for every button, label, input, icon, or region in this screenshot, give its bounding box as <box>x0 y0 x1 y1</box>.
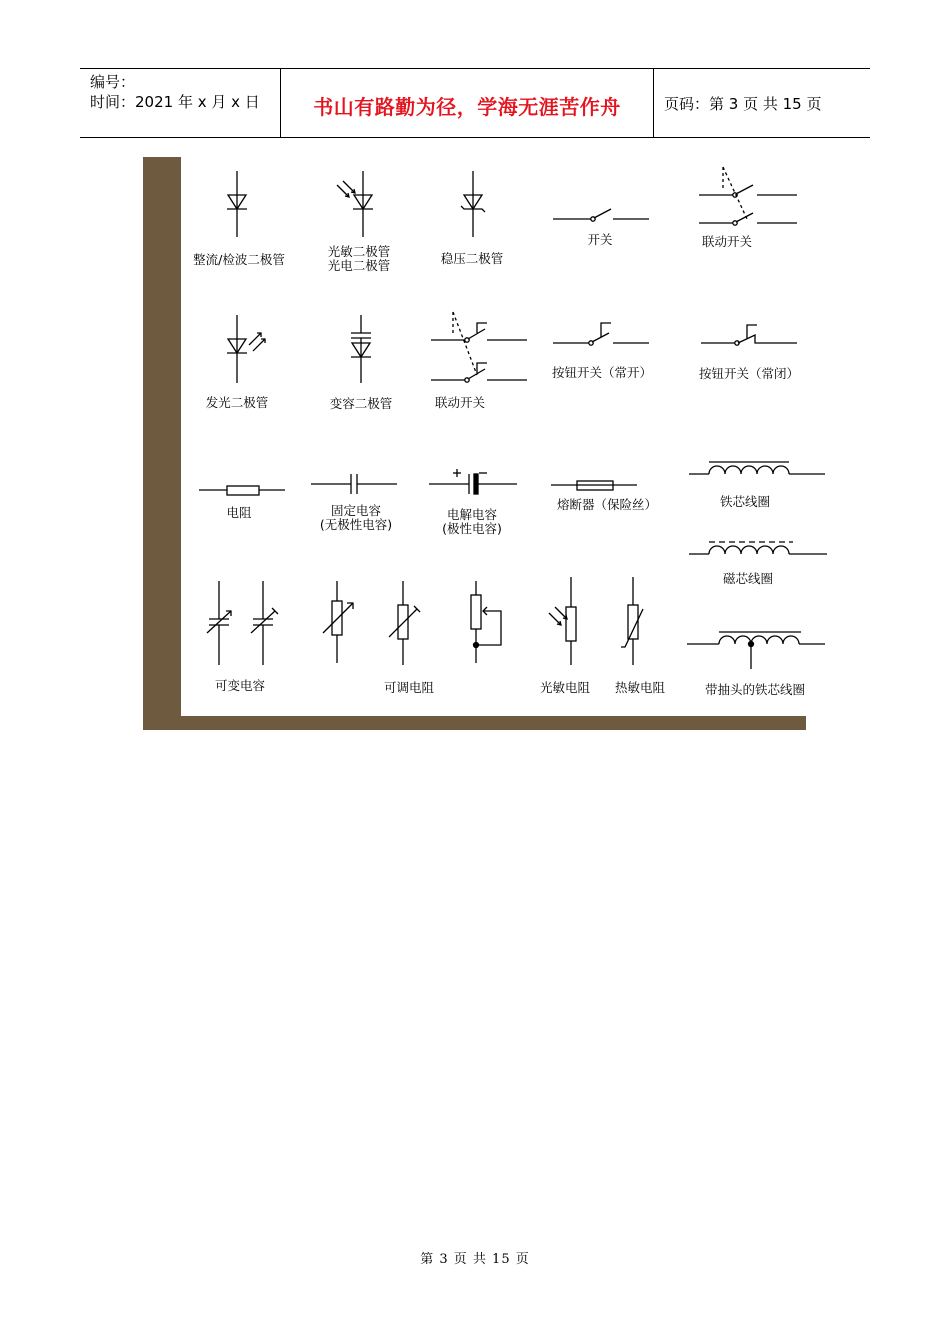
iron-core-coil-symbol <box>689 462 825 474</box>
electrolytic-capacitor-symbol <box>429 469 517 494</box>
label-electrolytic-1: 电解电容 <box>446 507 498 522</box>
variable-capacitor-symbol <box>207 581 278 665</box>
push-button-no-symbol <box>553 323 649 345</box>
label-adjustable-resistor: 可调电阻 <box>383 680 435 695</box>
label-magnetic-core-coil: 磁芯线圈 <box>722 571 774 586</box>
led-symbol <box>227 315 265 383</box>
ganged-switch-symbol-1 <box>699 167 797 225</box>
label-switch: 开关 <box>587 232 613 247</box>
circuit-symbol-chart <box>181 157 841 717</box>
adjustable-resistor-symbol <box>323 581 501 665</box>
label-rectifier-diode: 整流/检波二极管 <box>193 252 285 267</box>
zener-diode-symbol <box>461 171 485 237</box>
ganged-switch-symbol-2 <box>431 312 527 382</box>
page-footer: 第 3 页 共 15 页 <box>420 1252 530 1267</box>
label-varactor: 变容二极管 <box>329 396 393 411</box>
label-ganged-switch-1: 联动开关 <box>701 234 753 249</box>
label-photo-resistor: 光敏电阻 <box>539 680 591 695</box>
magnetic-core-coil-symbol <box>689 542 827 554</box>
label-photo-diode-2: 光电二极管 <box>327 258 391 273</box>
label-zener-diode: 稳压二极管 <box>440 251 504 266</box>
fixed-capacitor-symbol <box>311 474 397 494</box>
label-fuse: 熔断器（保险丝） <box>556 497 658 512</box>
label-iron-core-coil: 铁芯线圈 <box>719 494 771 509</box>
number-label: 编号： <box>90 73 136 91</box>
header-motto-cell <box>281 69 654 137</box>
motto: 书山有路勤为径，学海无涯苦作舟 <box>313 95 621 119</box>
header-info-cell <box>80 69 281 137</box>
label-push-button-no: 按钮开关（常开） <box>551 365 653 380</box>
frame-left-bar <box>143 157 181 730</box>
header-page-cell <box>654 69 870 137</box>
tapped-coil-symbol <box>687 632 825 669</box>
label-photo-diode-1: 光敏二极管 <box>327 244 391 259</box>
label-tapped-coil: 带抽头的铁芯线圈 <box>704 682 806 697</box>
frame-bottom-bar <box>143 716 806 730</box>
time-label: 时间：2021 年 x 月 x 日 <box>90 93 260 111</box>
page-header <box>80 68 870 138</box>
label-electrolytic-2: (极性电容) <box>442 521 502 536</box>
varactor-diode-symbol <box>351 315 371 383</box>
rectifier-diode-symbol <box>227 171 247 237</box>
thermistor-symbol <box>621 577 643 665</box>
push-button-nc-symbol <box>701 325 797 345</box>
label-ganged-switch-2: 联动开关 <box>434 395 486 410</box>
resistor-symbol <box>199 486 285 495</box>
fuse-symbol <box>551 481 637 490</box>
photo-resistor-symbol <box>549 577 576 665</box>
label-thermistor: 热敏电阻 <box>614 680 666 695</box>
label-led: 发光二极管 <box>205 395 269 410</box>
page-code: 页码：第 3 页 共 15 页 <box>664 95 822 113</box>
label-push-button-nc: 按钮开关（常闭） <box>698 366 800 381</box>
label-resistor: 电阻 <box>226 505 252 520</box>
label-fixed-capacitor-2: (无极性电容) <box>319 517 393 532</box>
label-variable-capacitor: 可变电容 <box>214 678 266 693</box>
photo-diode-symbol <box>337 171 373 237</box>
label-fixed-capacitor-1: 固定电容 <box>330 503 382 518</box>
switch-symbol <box>553 209 649 221</box>
